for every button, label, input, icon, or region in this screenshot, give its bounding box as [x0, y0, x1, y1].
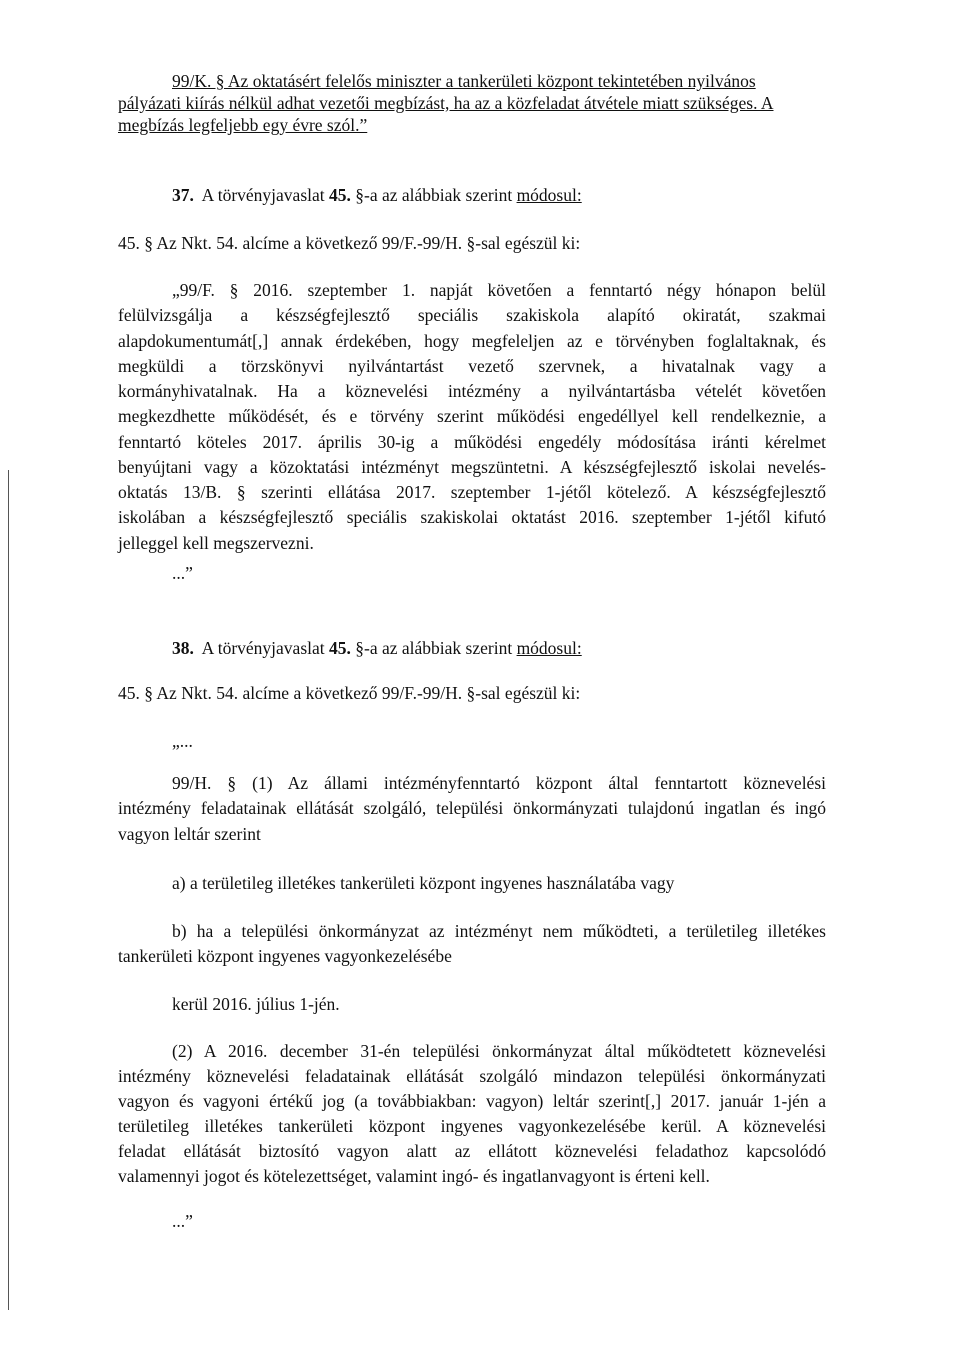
para-99f-line: megküldi a törzskönyvi nyilvántartást vezető szervnek, a hivatalnak vagy a	[118, 356, 826, 376]
para-99f-line: iskolában a készségfejlesztő speciális szakiskolai oktatást 2016. szeptember 1-jétől kifutó	[118, 507, 826, 527]
para-99f-line: „99/F. § 2016. szeptember 1. napját követően a fenntartó négy hónapon belül	[172, 280, 826, 300]
para-99h2-line: területileg illetékes tankerületi központ ingyenes vagyonkezelésébe kerül. A köznevelési	[118, 1116, 826, 1136]
text-line-99k-1: 99/K. § Az oktatásért felelős miniszter a tankerületi központ tekintetében nyilvános	[172, 71, 756, 91]
para-99h2-line: intézmény köznevelési feladatainak ellátását szolgáló mindazon települési önkormányzati	[118, 1066, 826, 1086]
item-38-modifier: módosul:	[516, 638, 582, 658]
para-99h2-line: vagyon és vagyoni értékű jog (a továbbiakban: vagyon) leltár szerint[,] 2017. január 1-jén a	[118, 1091, 826, 1111]
point-a: a) a területileg illetékes tankerületi központ ingyenes használatába vagy	[172, 873, 675, 893]
para-99h1-line: intézmény feladatainak ellátását szolgáló, települési önkormányzati tulajdonú ingatlan és ingó	[118, 798, 826, 818]
item-38-text-b: §-a az alábbiak szerint	[355, 638, 513, 658]
amendment-38: 45. § Az Nkt. 54. alcíme a következő 99/F.-99/H. §-sal egészül ki:	[118, 683, 581, 703]
para-99f-line: alapdokumentumát[,] annak érdekében, hogy megfeleljen az e törvényben foglaltaknak, és	[118, 331, 826, 351]
para-99h2-line-last: valamennyi jogot és kötelezettséget, valamint ingó- és ingatlanvagyont is érteni kell.	[118, 1166, 710, 1186]
para-99h1-line-last: vagyon leltár szerint	[118, 824, 261, 844]
para-99f-line: megkezdhette működését, és e törvény szerint működési engedéllyel kell rendelkeznie, a	[118, 406, 826, 426]
item-38-text-a: A törvényjavaslat	[201, 638, 325, 658]
ellipsis-close-2: ...”	[172, 1211, 193, 1231]
para-99f-line: felülvizsgálja a készségfejlesztő speciális szakiskola alapító okiratát, szakmai	[118, 305, 826, 325]
para-99f-line: kormányhivatalnak. Ha a köznevelési intézmény a nyilvántartásba vételét követően	[118, 381, 826, 401]
amendment-37: 45. § Az Nkt. 54. alcíme a következő 99/F.-99/H. §-sal egészül ki:	[118, 233, 581, 253]
para-99f-line-last: jelleggel kell megszervezni.	[118, 533, 314, 553]
kerul-date: kerül 2016. július 1-jén.	[172, 994, 340, 1014]
text-line-99k-3: megbízás legfeljebb egy évre szól.”	[118, 115, 368, 135]
point-b-line-2: tankerületi központ ingyenes vagyonkezelésébe	[118, 946, 452, 966]
para-99f-line: fenntartó köteles 2017. április 30-ig a működési engedély módosítása iránti kérelmet	[118, 432, 826, 452]
para-99f-line: benyújtani vagy a közoktatási intézményt megszüntetni. A készségfejlesztő iskolai nevelés-	[118, 457, 826, 477]
item-37-heading	[172, 184, 582, 206]
para-99f-line: oktatás 13/B. § szerinti ellátása 2017. szeptember 1-jétől kötelező. A készségfejlesztő	[118, 482, 826, 502]
text-line-99k-2: pályázati kiírás nélkül adhat vezetői megbízást, ha az a közfeladat átvétele miatt szükséges. A	[118, 93, 774, 113]
ellipsis-close-1: ...”	[172, 563, 193, 583]
item-37-modifier: módosul:	[516, 185, 582, 205]
item-38-number: 38.	[172, 638, 194, 658]
item-37-text-a: A törvényjavaslat	[201, 185, 325, 205]
para-99h2-line: feladat ellátását biztosító vagyon alatt az ellátott köznevelési feladathoz kapcsolódó	[118, 1141, 826, 1161]
item-38-heading	[172, 637, 582, 659]
point-b-line-1: b) ha a települési önkormányzat az intézményt nem működteti, a területileg illetékes	[172, 921, 826, 941]
item-37-number: 37.	[172, 185, 194, 205]
item-38-article: 45.	[329, 638, 351, 658]
item-37-article: 45.	[329, 185, 351, 205]
margin-line	[8, 470, 9, 1310]
quote-open: „...	[172, 731, 193, 751]
item-37-text-b: §-a az alábbiak szerint	[355, 185, 513, 205]
para-99h2-line: (2) A 2016. december 31-én települési önkormányzat által működtetett köznevelési	[172, 1041, 826, 1061]
para-99h1-line: 99/H. § (1) Az állami intézményfenntartó központ által fenntartott köznevelési	[172, 773, 826, 793]
